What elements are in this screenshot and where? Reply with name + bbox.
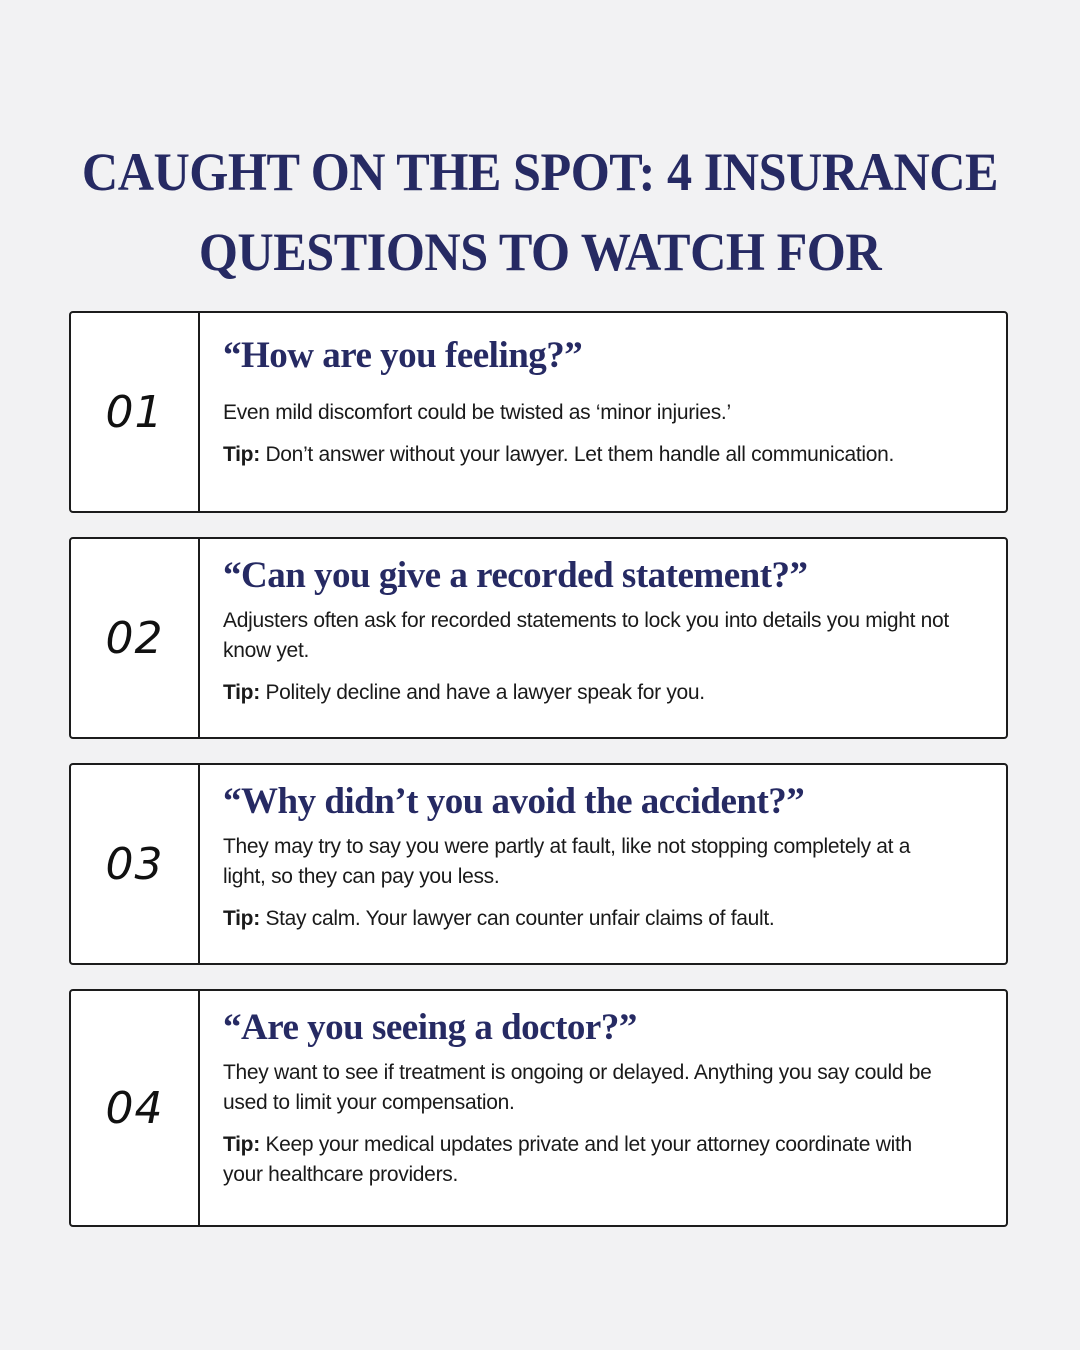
question-description: They may try to say you were partly at fault, like not stopping completely at a light, so they can pay you less. (223, 835, 911, 888)
question-heading: “Are you seeing a doctor?” (223, 1007, 637, 1048)
question-description: Adjusters often ask for recorded statements to lock you into details you might not know yet. (223, 609, 949, 662)
tip-label: Tip: (223, 443, 260, 466)
card-content (200, 765, 1006, 963)
card-content (200, 539, 1006, 737)
tip-text (223, 904, 956, 934)
tip-label: Tip: (223, 1133, 260, 1156)
question-card-1 (69, 311, 1008, 513)
card-content (200, 313, 1006, 511)
question-description: Even mild discomfort could be twisted as ‘minor injuries.’ (223, 401, 731, 424)
tip-text (223, 1130, 956, 1190)
title-line-1: CAUGHT ON THE SPOT: 4 INSURANCE (81, 142, 999, 203)
tip-text (223, 678, 956, 708)
question-card-2 (69, 537, 1008, 739)
tip-body: Stay calm. Your lawyer can counter unfair claims of fault. (259, 907, 775, 930)
number-cell (71, 765, 200, 963)
question-heading: “Can you give a recorded statement?” (223, 555, 808, 596)
tip-body: Don’t answer without your lawyer. Let them handle all communication. (259, 443, 895, 466)
question-description: They want to see if treatment is ongoing or delayed. Anything you say could be used to limit your compensation. (223, 1061, 932, 1114)
card-content (200, 991, 1006, 1225)
question-card-4 (69, 989, 1008, 1227)
tip-text (223, 440, 956, 470)
number-cell (71, 991, 200, 1225)
question-card-3 (69, 763, 1008, 965)
number-cell (71, 539, 200, 737)
number-cell (71, 313, 200, 511)
tip-label: Tip: (223, 907, 260, 930)
page-title (38, 132, 1042, 292)
card-number: 02 (105, 612, 164, 664)
card-number: 04 (105, 1082, 164, 1134)
card-number: 03 (105, 838, 164, 890)
tip-body: Keep your medical updates private and let your attorney coordinate with your healthcare providers. (223, 1133, 912, 1186)
card-number: 01 (105, 386, 164, 438)
tip-body: Politely decline and have a lawyer speak for you. (259, 681, 705, 704)
title-line-2: QUESTIONS TO WATCH FOR (198, 222, 882, 283)
question-heading: “How are you feeling?” (223, 335, 583, 376)
question-heading: “Why didn’t you avoid the accident?” (223, 781, 805, 822)
tip-label: Tip: (223, 681, 260, 704)
